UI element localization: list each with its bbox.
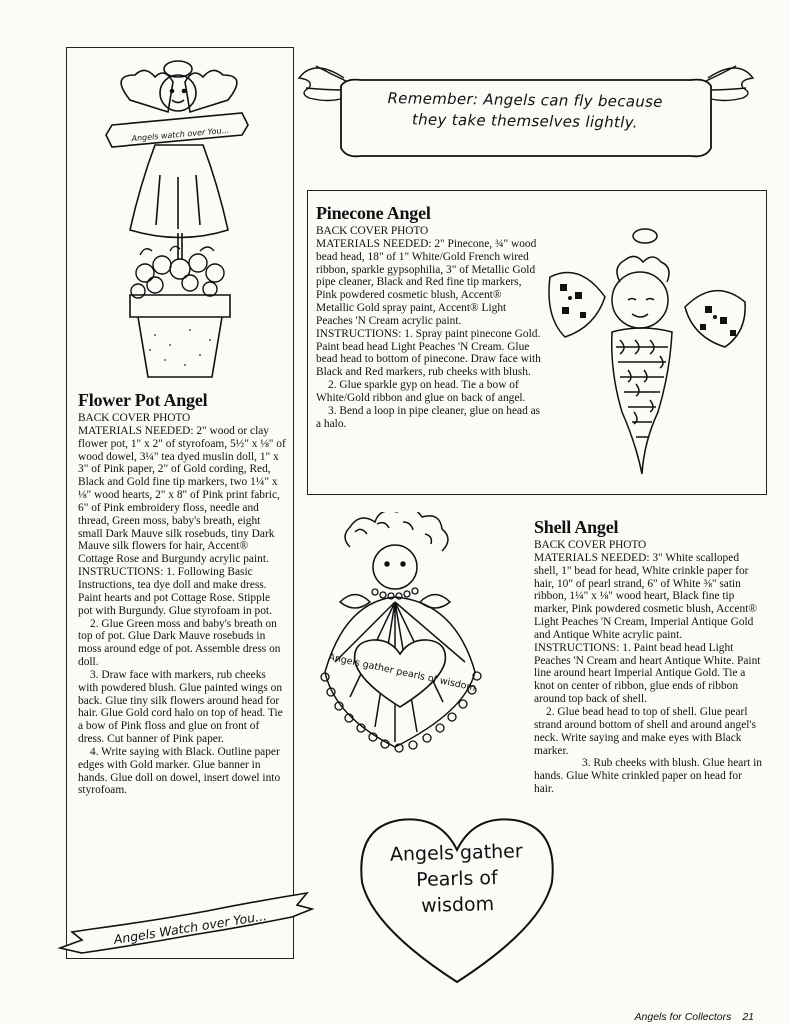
pinecone-title: Pinecone Angel xyxy=(316,203,431,223)
angels-watch-banner-pattern xyxy=(55,890,320,960)
shell-step-3: 3. Rub cheeks with blush. Glue heart in hands. Glue White crinkled paper on head for hair. xyxy=(534,757,763,796)
shell-article xyxy=(534,517,762,796)
pinecone-angel-illustration xyxy=(540,222,755,484)
pinecone-step-1: INSTRUCTIONS: 1. Spray paint pinecone Gold. Paint bead head Light Peaches 'N Cream. Glue bead head to bottom of pinecone. Draw face with Black and Red markers, rub cheeks with blush. xyxy=(316,327,541,379)
flower-pot-step-1: INSTRUCTIONS: 1. Following Basic Instructions, tea dye doll and make dress. Paint hearts and pot Cottage Rose. Stipple pot with Burgundy. Glue styrofoam in pot. xyxy=(78,566,272,617)
heart-line-3: wisdom xyxy=(420,893,495,917)
banner-line-1: Remember: Angels can fly because xyxy=(387,89,663,111)
page-number: 21 xyxy=(742,1011,754,1023)
angels-watch-banner-text: Angels Watch over You... xyxy=(112,907,268,947)
pinecone-materials: MATERIALS NEEDED: 2" Pinecone, ¾" wood bead head, 18" of 1" White/Gold French wired ribbon, sparkle gypsophilia, 3" of Metallic Gold pipe cleaner, Black and Red fine tip markers, Pink powdered cosmetic blush, Accent® Metallic Gold spray paint, Accent® Light Peaches 'N Cream acrylic paint. xyxy=(316,237,537,327)
shell-photo-note: BACK COVER PHOTO xyxy=(534,539,647,551)
pinecone-step-2: 2. Glue sparkle gyp on head. Tie a bow of White/Gold ribbon and glue on back of angel. xyxy=(316,379,526,404)
flower-pot-article xyxy=(78,390,286,797)
banner-quote xyxy=(345,87,706,134)
shell-step-2: 2. Glue bead head to top of shell. Glue pearl strand around bottom of shell and around angel's neck. Write saying and make eyes with Black marker. xyxy=(534,705,756,757)
page-footer xyxy=(635,1011,754,1023)
shell-angel-illustration xyxy=(315,512,525,767)
illustration-banner-text: Angels watch over You... xyxy=(131,125,230,144)
flower-pot-title: Flower Pot Angel xyxy=(78,390,208,410)
shell-title: Shell Angel xyxy=(534,517,619,537)
flower-pot-angel-illustration xyxy=(100,55,260,385)
pinecone-article xyxy=(316,203,541,431)
flower-pot-step-3: 3. Draw face with markers, rub cheeks with powdered blush. Glue painted wings on back. Glue tiny silk flowers around head for hair. Glue Gold cord halo on top of head. Tie a bow of Pink floss and glue on front of dress. Cut banner of Pink paper. xyxy=(78,668,283,746)
banner-line-2: they take themselves lightly. xyxy=(411,110,638,132)
flower-pot-photo-note: BACK COVER PHOTO xyxy=(78,412,191,424)
shell-materials: MATERIALS NEEDED: 3" White scalloped shell, 1" bead for head, White crinkle paper for hair, 10" of pearl strand, 6" of White ⅜" satin ribbon, 1¼" x ⅛" wood heart, Black fine tip marker, Pink powdered cosmetic blush, Accent® Light Peaches 'N Cream, Imperial Antique Gold and Antique White acrylic paint. xyxy=(534,551,757,641)
small-heart-text: Angels gather pearls of wisdom xyxy=(327,651,477,694)
publication-name: Angels for Collectors xyxy=(634,1011,732,1023)
flower-pot-materials: MATERIALS NEEDED: 2" wood or clay flower pot, 1" x 2" of styrofoam, 5½" x ⅛" of wood dowel, 3¼" tea dyed muslin doll, 1" x 3" of Pink paper, 2" of Gold cording, Red, Black and Gold fine tip markers, two 1¼" x ⅛" wood hearts, 2" x 8" of Pink print fabric, 6" of Pink embroidery floss, needle and thread, Green moss, baby's breath, eight small Dark Mauve silk rosebuds, tiny Dark Mauve silk flowers for hair, Accent® Cottage Rose and Burgundy acrylic paint. xyxy=(78,424,286,566)
pinecone-photo-note: BACK COVER PHOTO xyxy=(316,225,429,237)
pinecone-step-3: 3. Bend a loop in pipe cleaner, glue on head as a halo. xyxy=(316,404,541,430)
flower-pot-step-2: 2. Glue Green moss and baby's breath on top of pot. Glue Dark Mauve rosebuds in moss around edge of pot. Assemble dress on doll. xyxy=(78,617,281,669)
flower-pot-step-4: 4. Write saying with Black. Outline paper edges with Gold marker. Glue banner in hands. Glue doll on dowel, insert dowel into styrofoam. xyxy=(78,745,281,797)
shell-step-1: INSTRUCTIONS: 1. Paint bead head Light Peaches 'N Cream and heart Antique White. Paint line around heart Imperial Antique Gold. Tie a knot on center of ribbon, glue ends of ribbon around top back of shell. xyxy=(534,641,761,706)
heart-line-2: Pearls of xyxy=(415,866,499,892)
heart-pattern-text xyxy=(361,838,553,921)
heart-line-1: Angels gather xyxy=(389,840,523,866)
